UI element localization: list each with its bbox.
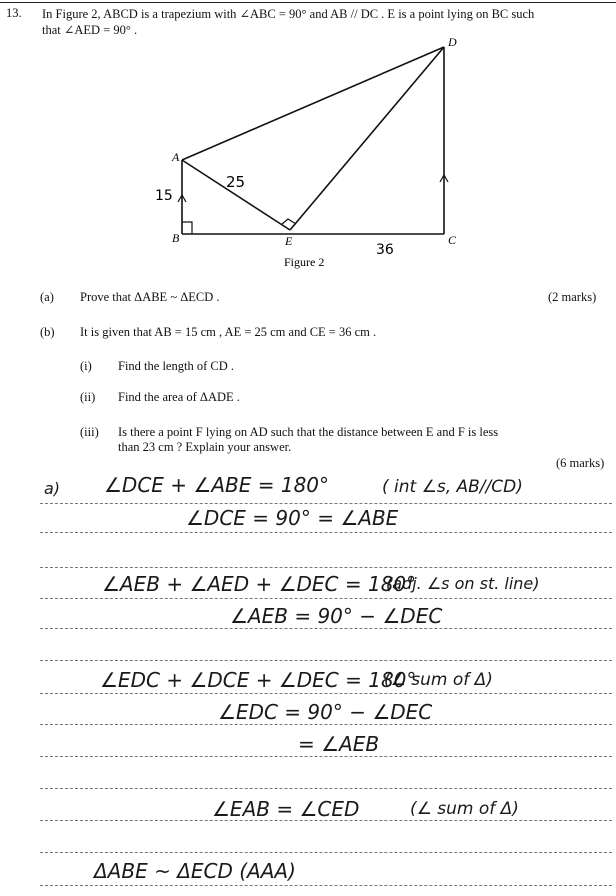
label-d: D [448,35,457,49]
label-c: C [448,233,457,247]
part-a-label: (a) [40,290,54,304]
answer-rule [40,724,612,725]
hand-label-36: 36 [376,242,394,258]
subpart-iii-label: (iii) [80,425,99,439]
segment-ad [182,47,444,160]
answer-rule [40,852,612,853]
answer-line: ∠DCE + ∠ABE = 180° [104,473,330,497]
answer-rule [40,598,612,599]
segment-ed [290,47,444,230]
figure-caption: Figure 2 [284,255,325,269]
part-a-text: Prove that ΔABE ~ ΔECD . [80,290,220,304]
answer-rule [40,503,612,504]
answer-part-label: a) [44,479,61,498]
answer-line: = ∠AEB [298,732,380,756]
subpart-iii-text-line2: than 23 cm ? Explain your answer. [118,440,292,454]
label-b: B [172,231,180,245]
answer-line: ∠EDC + ∠DCE + ∠DEC = 180° [100,668,417,692]
subpart-iii-text-line1: Is there a point F lying on AD such that the distance between E and F is less [118,425,499,439]
subpart-ii-label: (ii) [80,390,96,404]
figure-2-diagram [0,0,616,290]
answer-reason: (adj. ∠s on st. line) [386,574,540,593]
part-b-label: (b) [40,325,55,339]
part-a-marks: (2 marks) [548,290,597,304]
answer-reason: (∠ sum of Δ) [410,799,519,819]
hand-label-15: 15 [155,188,173,204]
answer-rule [40,788,612,789]
answer-rule [40,693,612,694]
answer-rule [40,567,612,568]
answer-rule [40,660,612,661]
answer-line: ∠EDC = 90° − ∠DEC [218,700,433,724]
subpart-i-text: Find the length of CD . [118,359,234,373]
question-intro-line2: that ∠AED = 90° . [42,23,138,37]
right-angle-b [182,222,192,234]
answer-line: ∠EAB = ∠CED [212,797,360,821]
label-e: E [285,234,293,248]
answer-reason: ( int ∠s, AB//CD) [382,477,523,497]
segment-ae [182,160,290,230]
answer-rule [40,885,612,886]
part-b-text: It is given that AB = 15 cm , AE = 25 cm and CE = 36 cm . [80,325,377,339]
answer-rule [40,628,612,629]
answer-line: ∠AEB + ∠AED + ∠DEC = 180° [102,572,417,596]
question-intro-line1: In Figure 2, ABCD is a trapezium with ∠ABC = 90° and AB // DC . E is a point lying on BC such [42,7,535,21]
part-b-marks: (6 marks) [556,456,605,470]
hand-label-25: 25 [226,173,246,191]
answer-rule [40,532,612,533]
answer-line: ∠DCE = 90° = ∠ABE [186,506,399,530]
answer-line: ∠AEB = 90° − ∠DEC [230,604,443,628]
answer-reason: (∠ sum of Δ) [384,670,493,690]
subpart-ii-text: Find the area of ΔADE . [118,390,240,404]
answer-rule [40,756,612,757]
question-number: 13. [6,6,22,20]
answer-conclusion: ΔABE ~ ΔECD (AAA) [94,859,296,883]
subpart-i-label: (i) [80,359,92,373]
label-a: A [172,150,180,164]
right-angle-e [282,219,296,224]
